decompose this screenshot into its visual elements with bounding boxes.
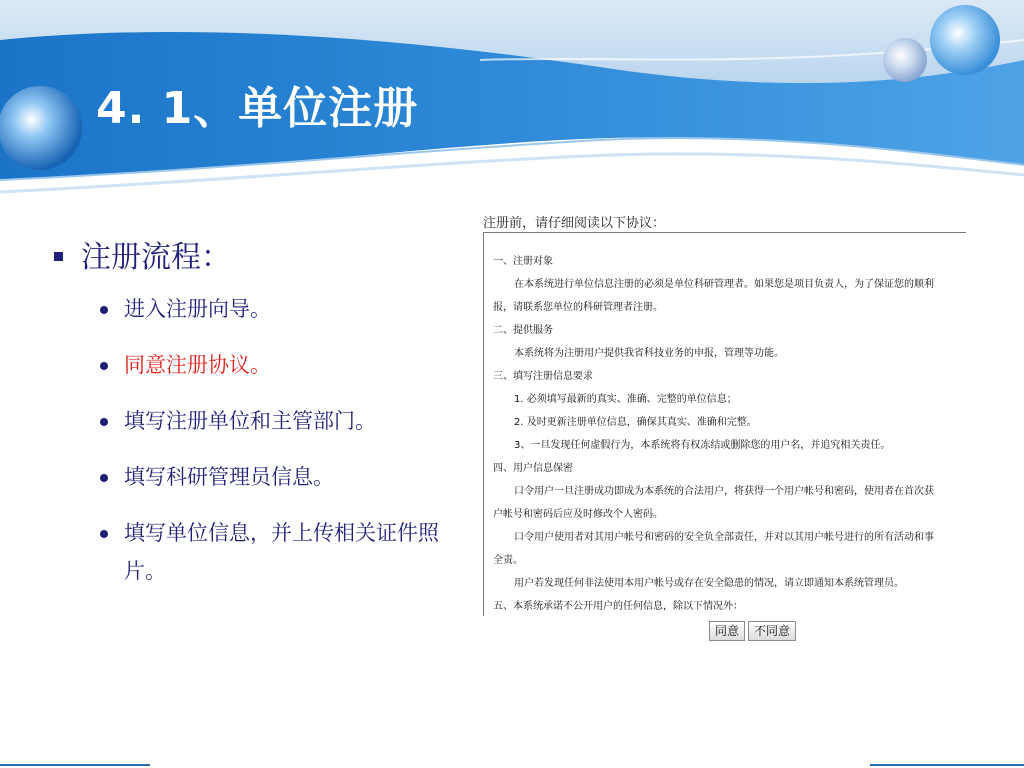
agreement-heading: 注册前，请仔细阅读以下协议： (483, 216, 666, 231)
page-title: 4. 1、单位注册 (96, 83, 419, 134)
agreement-section-heading: 四、用户信息保密 (493, 463, 573, 474)
list-item (96, 514, 446, 590)
round-bullet-icon (100, 418, 108, 426)
agreement-section-heading: 三、填写注册信息要求 (493, 371, 593, 382)
list-item (96, 346, 446, 384)
agreement-section-heading: 一、注册对象 (493, 256, 553, 267)
agreement-line: 口令用户使用者对其用户帐号和密码的安全负全部责任，并对以其用户帐号进行的所有活动和事 (514, 532, 934, 543)
step-label: 进入注册向导。 (124, 297, 271, 321)
agreement-line: 全责。 (493, 555, 523, 566)
agreement-line: 2. 及时更新注册单位信息，确保其真实、准确和完整。 (514, 417, 757, 428)
agreement-screenshot (483, 212, 966, 642)
main-bullet-label: 注册流程： (81, 240, 231, 275)
agreement-section-heading: 五、本系统承诺不公开用户的任何信息，除以下情况外： (493, 601, 743, 612)
agreement-line: 1. 必须填写最新的真实、准确、完整的单位信息； (514, 394, 737, 405)
agreement-line: 本系统将为注册用户提供我省科技业务的申报，管理等功能。 (514, 348, 784, 359)
round-bullet-icon (100, 362, 108, 370)
agreement-button-row (709, 620, 799, 641)
agree-button[interactable]: 同意 (709, 621, 745, 641)
list-item (96, 290, 446, 328)
main-bullet (54, 232, 231, 276)
step-label: 填写科研管理员信息。 (124, 465, 334, 489)
slide-header-banner (0, 0, 1024, 230)
agreement-line: 报，请联系您单位的科研管理者注册。 (493, 302, 663, 313)
agreement-line: 3、一旦发现任何虚假行为，本系统将有权冻结或删除您的用户名，并追究相关责任。 (514, 440, 891, 451)
list-item (96, 402, 446, 440)
square-bullet-icon (54, 252, 63, 261)
footer-divider-left (0, 764, 150, 766)
list-item (96, 458, 446, 496)
step-label: 填写注册单位和主管部门。 (124, 409, 376, 433)
disagree-button[interactable]: 不同意 (748, 621, 796, 641)
step-label-highlighted: 同意注册协议。 (124, 353, 271, 377)
step-label: 填写单位信息，并上传相关证件照片。 (124, 521, 439, 583)
round-bullet-icon (100, 474, 108, 482)
footer-divider-right (870, 764, 1024, 766)
registration-steps-list (96, 290, 446, 608)
round-bullet-icon (100, 530, 108, 538)
agreement-line: 在本系统进行单位信息注册的必须是单位科研管理者。如果您是项目负责人，为了保证您的顺利 (514, 279, 934, 290)
agreement-section-heading: 二、提供服务 (493, 325, 553, 336)
agreement-line: 户帐号和密码后应及时修改个人密码。 (493, 509, 663, 520)
round-bullet-icon (100, 306, 108, 314)
agreement-line: 用户若发现任何非法使用本用户帐号或存在安全隐患的情况，请立即通知本系统管理员。 (514, 578, 904, 589)
agreement-text-box[interactable] (483, 232, 966, 616)
agreement-line: 口令用户一旦注册成功即成为本系统的合法用户，将获得一个用户帐号和密码，使用者在首次获 (514, 486, 934, 497)
